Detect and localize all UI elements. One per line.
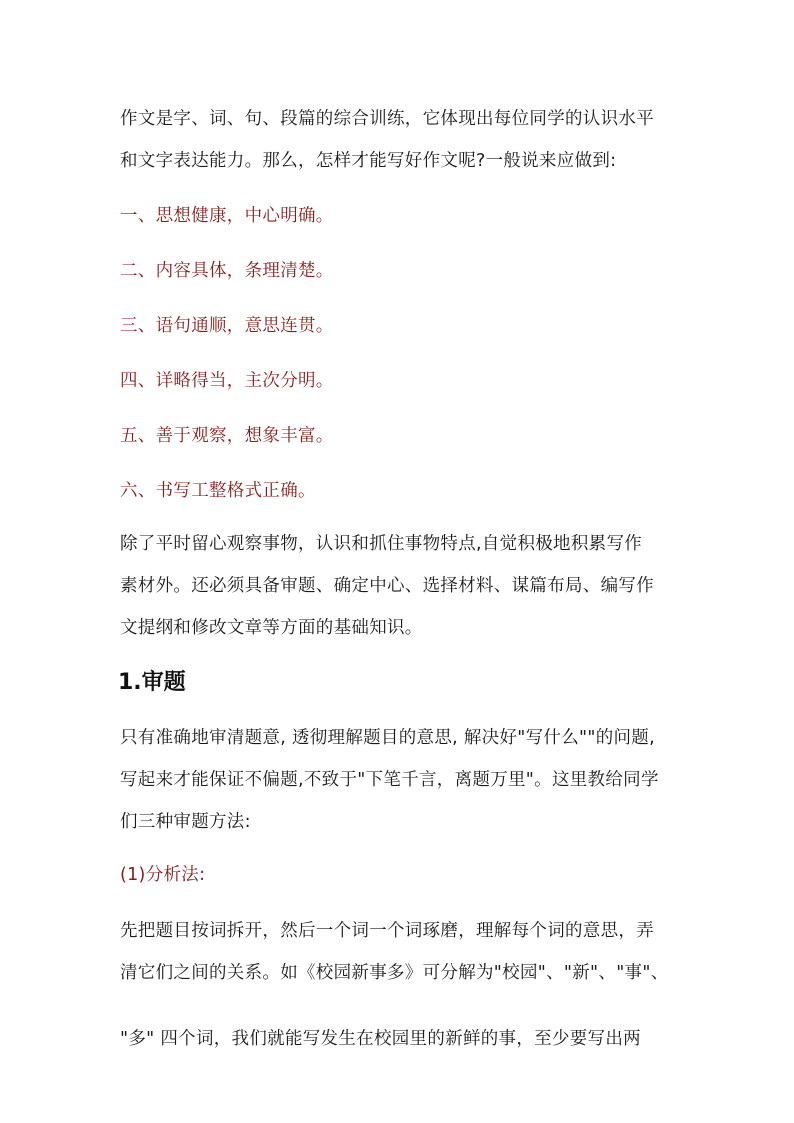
- section1-line-1: 只有准确地审清题意, 透彻理解题目的意思, 解决好"写什么""的问题,: [120, 728, 655, 748]
- requirement-item-5: 五、善于观察，想象丰富。: [120, 426, 334, 446]
- requirement-item-1: 一、思想健康，中心明确。: [120, 206, 334, 226]
- intro-line-1: 作文是字、词、句、段篇的综合训练，它体现出每位同学的认识水平: [120, 109, 654, 129]
- section1-line-3: 们三种审题方法:: [120, 812, 251, 832]
- requirement-item-2: 二、内容具体，条理清楚。: [120, 261, 334, 281]
- method1-line-3: "多" 四个词，我们就能写发生在校园里的新鲜的事，至少要写出两: [120, 1029, 641, 1049]
- requirement-item-6: 六、书写工整格式正确。: [120, 481, 316, 501]
- extra-line-1: 除了平时留心观察事物，认识和抓住事物特点,自觉积极地积累写作: [120, 534, 643, 554]
- method1-title: (1)分析法:: [120, 865, 206, 885]
- section-heading-shenti: 1.审题: [118, 670, 186, 695]
- requirement-item-4: 四、详略得当，主次分明。: [120, 371, 334, 391]
- extra-line-2: 素材外。还必须具备审题、确定中心、选择材料、谋篇布局、编写作: [120, 576, 654, 596]
- requirement-item-3: 三、语句通顺，意思连贯。: [120, 316, 334, 336]
- method1-line-1: 先把题目按词拆开，然后一个词一个词琢磨，理解每个词的意思，弄: [120, 921, 654, 941]
- section1-line-2: 写起来才能保证不偏题,不致于"下笔千言，离题万里"。这里教给同学: [120, 770, 659, 790]
- extra-line-3: 文提纲和修改文章等方面的基础知识。: [120, 618, 423, 638]
- method1-line-2: 清它们之间的关系。如《校园新事多》可分解为"校园"、"新"、"事"、: [120, 963, 669, 983]
- intro-line-2: 和文字表达能力。那么，怎样才能写好作文呢?一般说来应做到:: [120, 151, 617, 171]
